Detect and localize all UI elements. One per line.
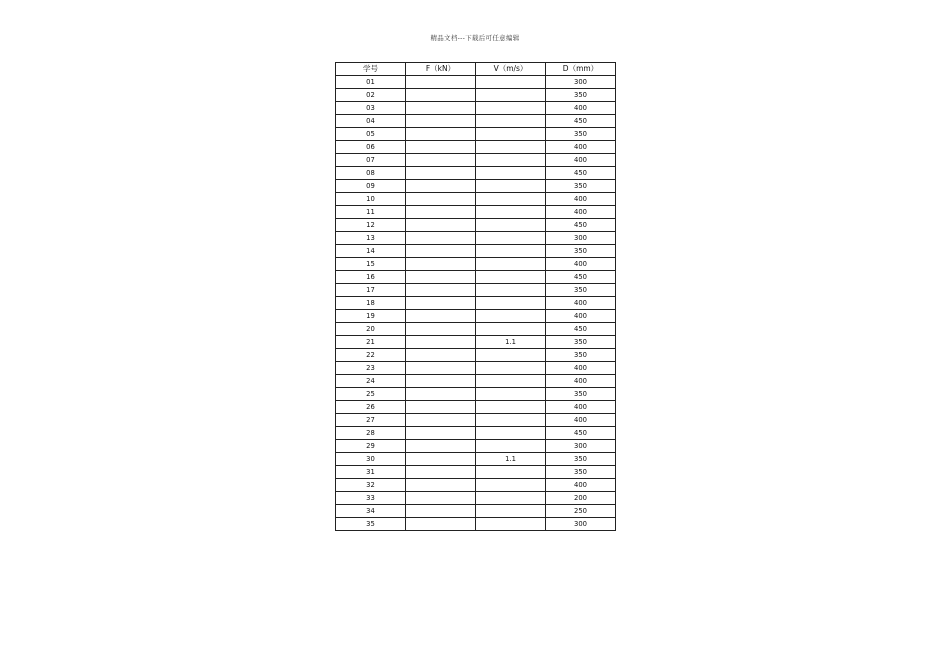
table-row xyxy=(336,193,616,206)
cell-student-id: 23 xyxy=(336,362,406,375)
table-row xyxy=(336,414,616,427)
cell-velocity xyxy=(476,362,546,375)
cell-velocity xyxy=(476,323,546,336)
cell-force xyxy=(406,466,476,479)
cell-student-id: 35 xyxy=(336,518,406,531)
cell-force xyxy=(406,427,476,440)
cell-diameter: 400 xyxy=(546,362,616,375)
cell-diameter: 400 xyxy=(546,414,616,427)
cell-student-id: 20 xyxy=(336,323,406,336)
cell-velocity xyxy=(476,297,546,310)
cell-diameter: 400 xyxy=(546,297,616,310)
table-row xyxy=(336,375,616,388)
table-row xyxy=(336,323,616,336)
cell-force xyxy=(406,323,476,336)
cell-force xyxy=(406,453,476,466)
cell-force xyxy=(406,349,476,362)
cell-diameter: 350 xyxy=(546,284,616,297)
cell-student-id: 01 xyxy=(336,76,406,89)
cell-diameter: 350 xyxy=(546,128,616,141)
cell-student-id: 33 xyxy=(336,492,406,505)
cell-velocity xyxy=(476,154,546,167)
cell-student-id: 04 xyxy=(336,115,406,128)
cell-student-id: 06 xyxy=(336,141,406,154)
cell-diameter: 400 xyxy=(546,401,616,414)
cell-student-id: 19 xyxy=(336,310,406,323)
table-row xyxy=(336,258,616,271)
table-row xyxy=(336,349,616,362)
cell-student-id: 31 xyxy=(336,466,406,479)
cell-force xyxy=(406,141,476,154)
cell-diameter: 300 xyxy=(546,440,616,453)
table-row xyxy=(336,505,616,518)
cell-velocity: 1.1 xyxy=(476,336,546,349)
cell-force xyxy=(406,89,476,102)
table-body xyxy=(336,76,616,531)
cell-velocity xyxy=(476,466,546,479)
cell-diameter: 200 xyxy=(546,492,616,505)
table-row xyxy=(336,89,616,102)
cell-diameter: 250 xyxy=(546,505,616,518)
cell-student-id: 34 xyxy=(336,505,406,518)
table-row xyxy=(336,128,616,141)
header-force: F（kN） xyxy=(406,63,476,76)
cell-force xyxy=(406,258,476,271)
cell-force xyxy=(406,245,476,258)
cell-force xyxy=(406,479,476,492)
cell-velocity xyxy=(476,310,546,323)
cell-diameter: 350 xyxy=(546,349,616,362)
cell-velocity xyxy=(476,271,546,284)
cell-student-id: 07 xyxy=(336,154,406,167)
table-row xyxy=(336,102,616,115)
header-velocity: V（m/s） xyxy=(476,63,546,76)
cell-student-id: 14 xyxy=(336,245,406,258)
cell-velocity xyxy=(476,102,546,115)
data-table xyxy=(335,62,616,531)
cell-velocity xyxy=(476,232,546,245)
cell-velocity xyxy=(476,401,546,414)
table-row xyxy=(336,479,616,492)
cell-student-id: 32 xyxy=(336,479,406,492)
cell-force xyxy=(406,492,476,505)
table-row xyxy=(336,271,616,284)
cell-student-id: 09 xyxy=(336,180,406,193)
cell-diameter: 400 xyxy=(546,193,616,206)
cell-velocity xyxy=(476,440,546,453)
cell-force xyxy=(406,505,476,518)
cell-student-id: 29 xyxy=(336,440,406,453)
cell-diameter: 450 xyxy=(546,323,616,336)
cell-student-id: 13 xyxy=(336,232,406,245)
cell-velocity xyxy=(476,492,546,505)
cell-force xyxy=(406,180,476,193)
cell-velocity xyxy=(476,427,546,440)
cell-velocity xyxy=(476,89,546,102)
cell-student-id: 22 xyxy=(336,349,406,362)
cell-force xyxy=(406,440,476,453)
cell-diameter: 450 xyxy=(546,115,616,128)
header-diameter: D（mm） xyxy=(546,63,616,76)
cell-velocity xyxy=(476,180,546,193)
cell-diameter: 450 xyxy=(546,427,616,440)
cell-diameter: 350 xyxy=(546,388,616,401)
table-row xyxy=(336,440,616,453)
cell-student-id: 10 xyxy=(336,193,406,206)
cell-force xyxy=(406,76,476,89)
cell-student-id: 11 xyxy=(336,206,406,219)
cell-velocity: 1.1 xyxy=(476,453,546,466)
cell-velocity xyxy=(476,76,546,89)
table-row xyxy=(336,427,616,440)
cell-velocity xyxy=(476,375,546,388)
cell-force xyxy=(406,271,476,284)
cell-diameter: 300 xyxy=(546,232,616,245)
cell-diameter: 450 xyxy=(546,219,616,232)
cell-velocity xyxy=(476,206,546,219)
table-row xyxy=(336,76,616,89)
cell-force xyxy=(406,401,476,414)
cell-velocity xyxy=(476,258,546,271)
table-row xyxy=(336,206,616,219)
cell-diameter: 350 xyxy=(546,245,616,258)
cell-force xyxy=(406,102,476,115)
cell-student-id: 03 xyxy=(336,102,406,115)
table-row xyxy=(336,154,616,167)
table-row xyxy=(336,115,616,128)
table-row xyxy=(336,310,616,323)
table-row xyxy=(336,492,616,505)
cell-velocity xyxy=(476,414,546,427)
table-row xyxy=(336,245,616,258)
cell-force xyxy=(406,518,476,531)
cell-diameter: 400 xyxy=(546,206,616,219)
cell-force xyxy=(406,167,476,180)
cell-student-id: 05 xyxy=(336,128,406,141)
cell-diameter: 400 xyxy=(546,310,616,323)
cell-student-id: 28 xyxy=(336,427,406,440)
cell-velocity xyxy=(476,167,546,180)
cell-force xyxy=(406,219,476,232)
cell-student-id: 12 xyxy=(336,219,406,232)
table-header-row xyxy=(336,63,616,76)
cell-velocity xyxy=(476,349,546,362)
cell-velocity xyxy=(476,518,546,531)
cell-force xyxy=(406,128,476,141)
cell-student-id: 16 xyxy=(336,271,406,284)
cell-student-id: 08 xyxy=(336,167,406,180)
cell-velocity xyxy=(476,388,546,401)
cell-diameter: 400 xyxy=(546,154,616,167)
table-row xyxy=(336,362,616,375)
cell-force xyxy=(406,310,476,323)
cell-force xyxy=(406,375,476,388)
cell-diameter: 400 xyxy=(546,141,616,154)
cell-diameter: 300 xyxy=(546,76,616,89)
cell-student-id: 25 xyxy=(336,388,406,401)
table-row xyxy=(336,453,616,466)
table-row xyxy=(336,401,616,414)
cell-diameter: 400 xyxy=(546,258,616,271)
table-row xyxy=(336,180,616,193)
cell-force xyxy=(406,388,476,401)
cell-diameter: 450 xyxy=(546,271,616,284)
table-row xyxy=(336,518,616,531)
table-row xyxy=(336,297,616,310)
cell-diameter: 350 xyxy=(546,453,616,466)
cell-velocity xyxy=(476,128,546,141)
cell-velocity xyxy=(476,284,546,297)
cell-force xyxy=(406,336,476,349)
table-row xyxy=(336,388,616,401)
cell-diameter: 350 xyxy=(546,466,616,479)
table-row xyxy=(336,284,616,297)
cell-force xyxy=(406,115,476,128)
cell-diameter: 300 xyxy=(546,518,616,531)
table-row xyxy=(336,232,616,245)
cell-student-id: 15 xyxy=(336,258,406,271)
cell-force xyxy=(406,154,476,167)
cell-diameter: 350 xyxy=(546,180,616,193)
cell-force xyxy=(406,284,476,297)
cell-student-id: 21 xyxy=(336,336,406,349)
cell-velocity xyxy=(476,479,546,492)
cell-diameter: 450 xyxy=(546,167,616,180)
table-row xyxy=(336,219,616,232)
cell-velocity xyxy=(476,141,546,154)
cell-student-id: 30 xyxy=(336,453,406,466)
table-row xyxy=(336,466,616,479)
cell-force xyxy=(406,193,476,206)
cell-velocity xyxy=(476,219,546,232)
cell-diameter: 400 xyxy=(546,102,616,115)
cell-velocity xyxy=(476,245,546,258)
table-row xyxy=(336,336,616,349)
cell-force xyxy=(406,362,476,375)
page-header: 精品文档---下载后可任意编辑 xyxy=(430,34,520,42)
cell-force xyxy=(406,297,476,310)
cell-diameter: 400 xyxy=(546,375,616,388)
table-row xyxy=(336,141,616,154)
cell-diameter: 350 xyxy=(546,336,616,349)
table-row xyxy=(336,167,616,180)
header-student-id: 学号 xyxy=(336,63,406,76)
cell-velocity xyxy=(476,115,546,128)
cell-force xyxy=(406,206,476,219)
cell-student-id: 27 xyxy=(336,414,406,427)
cell-diameter: 400 xyxy=(546,479,616,492)
cell-student-id: 02 xyxy=(336,89,406,102)
cell-student-id: 24 xyxy=(336,375,406,388)
cell-diameter: 350 xyxy=(546,89,616,102)
cell-student-id: 18 xyxy=(336,297,406,310)
cell-student-id: 26 xyxy=(336,401,406,414)
cell-velocity xyxy=(476,505,546,518)
cell-force xyxy=(406,232,476,245)
cell-velocity xyxy=(476,193,546,206)
cell-force xyxy=(406,414,476,427)
cell-student-id: 17 xyxy=(336,284,406,297)
